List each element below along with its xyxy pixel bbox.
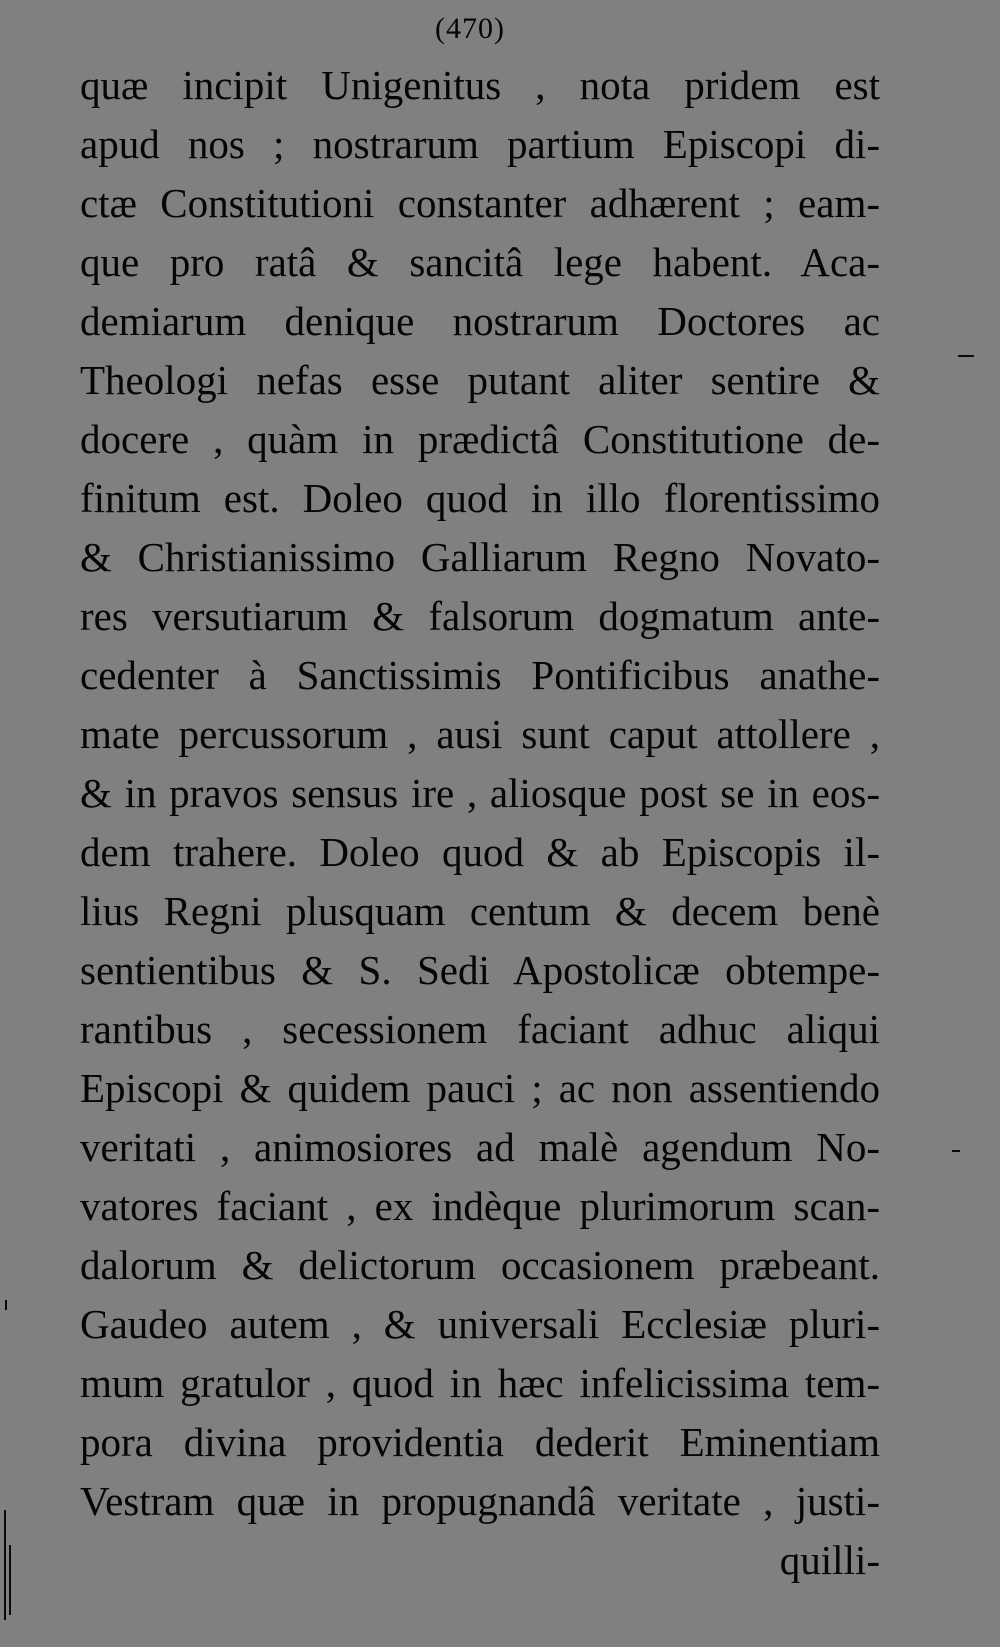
text-line: & Christianissimo Galliarum Regno Novato-	[80, 534, 880, 580]
scan-edge-mark	[952, 1150, 960, 1152]
text-line: quæ incipit Unigenitus , nota pridem est	[80, 62, 880, 108]
text-line: cedenter à Sanctissimis Pontificibus anathe-	[80, 652, 880, 698]
scan-edge-mark	[9, 1545, 11, 1615]
scan-edge-mark	[5, 1300, 7, 1310]
text-line: mate percussorum , ausi sunt caput attollere ,	[80, 711, 880, 757]
text-line: veritati , animosiores ad malè agendum No-	[80, 1124, 880, 1170]
text-line: demiarum denique nostrarum Doctores ac	[80, 298, 880, 344]
text-line: que pro ratâ & sancitâ lege habent. Aca-	[80, 239, 880, 285]
text-line: rantibus , secessionem faciant adhuc aliqui	[80, 1006, 880, 1052]
text-line: Episcopi & quidem pauci ; ac non assentiendo	[80, 1065, 880, 1111]
text-line: mum gratulor , quod in hæc infelicissima tem-	[80, 1360, 880, 1406]
text-line: Gaudeo autem , & universali Ecclesiæ pluri-	[80, 1301, 880, 1347]
text-line: dalorum & delictorum occasionem præbeant.	[80, 1242, 880, 1288]
body-text	[80, 56, 880, 1590]
text-line: finitum est. Doleo quod in illo florentissimo	[80, 475, 880, 521]
text-line: dem trahere. Doleo quod & ab Episcopis il-	[80, 829, 880, 875]
scan-edge-mark	[958, 355, 974, 357]
text-line: vatores faciant , ex indèque plurimorum scan-	[80, 1183, 880, 1229]
text-line: Theologi nefas esse putant aliter sentire &	[80, 357, 880, 403]
text-line: apud nos ; nostrarum partium Episcopi di-	[80, 121, 880, 167]
text-line: docere , quàm in prædictâ Constitutione de-	[80, 416, 880, 462]
page-number: (470)	[435, 12, 505, 45]
text-line: & in pravos sensus ire , aliosque post se in eos-	[80, 770, 880, 816]
text-line: lius Regni plusquam centum & decem benè	[80, 888, 880, 934]
catchword: quilli-	[779, 1537, 880, 1583]
text-line: res versutiarum & falsorum dogmatum ante-	[80, 593, 880, 639]
text-line: ctæ Constitutioni constanter adhærent ; eam-	[80, 180, 880, 226]
text-line: sentientibus & S. Sedi Apostolicæ obtempe-	[80, 947, 880, 993]
scan-edge-mark	[4, 1510, 6, 1620]
text-line: Vestram quæ in propugnandâ veritate , justi-	[80, 1478, 880, 1524]
text-line: pora divina providentia dederit Eminentiam	[80, 1419, 880, 1465]
